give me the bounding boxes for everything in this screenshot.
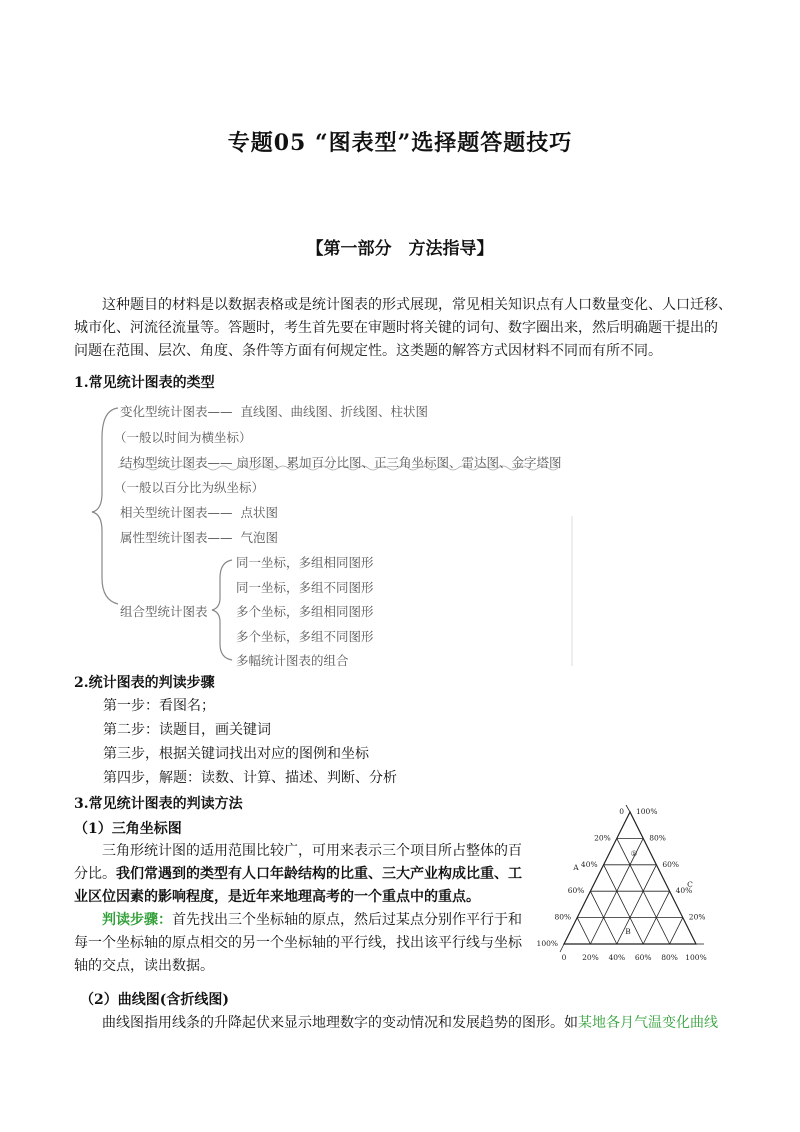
axis-tick-label-left: 40%: [580, 859, 598, 869]
axis-name-a: A: [573, 863, 579, 872]
curve-paragraph: [74, 1012, 744, 1035]
axis-tick-label-right: 80%: [649, 833, 666, 843]
text-bold: 我们常遇到的类型有人口年龄结构的比重、三大产业构成比重、工: [116, 866, 522, 882]
chart-type-label: 组合型统计图表: [120, 604, 208, 619]
combo-item: 同一坐标，多组不同图形: [236, 580, 374, 595]
paragraph-line: 三角形统计图的适用范围比较广，可用来表示三个项目所占整体的百: [102, 843, 522, 859]
paragraph-line: [74, 909, 544, 932]
triangle-paragraph: [74, 840, 544, 978]
classification-row: [120, 528, 278, 546]
dash: ——: [207, 404, 233, 419]
axis-tick-label-bottom: 60%: [634, 953, 652, 962]
step-item: 第三步，根据关键词找出对应的图例和坐标: [103, 746, 369, 762]
step-item: 第二步：读题目，画关键词: [103, 722, 271, 738]
subsection-curve: （2）曲线图(含折线图): [80, 992, 229, 1008]
text-plain: 分比。: [74, 866, 116, 882]
combo-item: 同一坐标，多组相同图形: [236, 555, 374, 570]
subsection-triangle: （1）三角坐标图: [74, 821, 182, 837]
chart-type-label: 属性型统计图表: [120, 530, 208, 545]
axis-tick-label-right: 60%: [662, 859, 680, 869]
intro-line: 这种题目的材料是以数据表格或是统计图表的形式展现，常见相关知识点有人口数量变化、人口迁移、: [102, 297, 732, 313]
dash: ——: [207, 455, 233, 470]
step-item: 第一步：看图名；: [103, 698, 215, 714]
intro-line: 问题在范围、层次、角度、条件等方面有何规定性。这类题的解答方式因材料不同而有所不同。: [74, 343, 662, 359]
combo-item: 多个坐标，多组相同图形: [236, 604, 374, 619]
chart-type-label: 结构型统计图表: [120, 455, 208, 470]
chart-examples: 点状图: [240, 505, 278, 520]
method-label: 判读步骤：: [102, 912, 172, 928]
paragraph-line: 业区位因素的影响程度，是近年来地理高考的一个重点中的重点。: [74, 889, 480, 905]
point-marker: ①: [630, 849, 638, 858]
classification-row: [120, 402, 428, 420]
intro-paragraph: [74, 294, 734, 363]
axis-tick-label-bottom: 20%: [582, 953, 599, 962]
axis-tick-label-left: 20%: [594, 833, 611, 843]
classification-row: [120, 503, 278, 521]
axis-tick-label-left: 60%: [567, 886, 585, 896]
classification-row: [120, 453, 562, 471]
dash: ——: [207, 530, 233, 545]
intro-line: 城市化、河流径流量等。答题时，考生首先要在审题时将关键的词句、数字圈出来，然后明确题干提出的: [74, 320, 718, 336]
chart-examples: 直线图、曲线图、折线图、柱状图: [240, 404, 428, 419]
axis-tick-label-bottom: 40%: [608, 953, 626, 962]
triangle-diagram: [536, 800, 736, 970]
chart-examples: 气泡图: [240, 530, 278, 545]
section-part-heading: 【第一部分 方法指导】: [306, 239, 494, 259]
axis-tick-label-bottom: 100%: [685, 953, 707, 962]
section2-heading: 2.统计图表的判读步骤: [74, 675, 215, 691]
combo-item: 多个坐标，多组不同图形: [236, 629, 374, 644]
text-highlight: 某地各月气温变化曲线: [578, 1015, 718, 1031]
dash: ——: [207, 505, 233, 520]
chart-type-label: 变化型统计图表: [120, 404, 208, 419]
section1-heading: 1.常见统计图表的类型: [74, 375, 215, 391]
paragraph-line: [74, 863, 544, 886]
triangle-coordinate-figure: [536, 800, 736, 970]
axis-tick-label-bottom: 80%: [661, 953, 678, 962]
axis-tick-label-bottom: 0: [561, 953, 567, 962]
classification-note: （一般以时间为横坐标）: [114, 430, 252, 445]
axis-name-b: B: [625, 927, 631, 936]
paragraph-line: 每一个坐标轴的原点相交的另一个坐标轴的平行线，找出该平行线与坐标: [74, 935, 522, 951]
chart-examples: 扇形图、累加百分比图、正三角坐标图、雷达图、金字塔图: [236, 455, 562, 470]
chart-type-classification-figure: [90, 398, 580, 668]
axis-tick-label-right: 20%: [688, 912, 706, 922]
axis-tick-label-left: 100%: [536, 939, 558, 948]
page-title: 专题05 “图表型”选择题答题技巧: [227, 130, 573, 156]
axis-tick-label-right: 40%: [675, 886, 693, 896]
axis-name-c: C: [687, 880, 693, 889]
text-plain: 曲线图指用线条的升降起伏来显示地理数字的变动情况和发展趋势的图形。如: [102, 1015, 578, 1031]
chart-type-label: 相关型统计图表: [120, 505, 208, 520]
axis-tick-label-left: 0: [619, 807, 624, 816]
paragraph-line: 轴的交点，读出数据。: [74, 958, 214, 974]
section3-heading: 3.常见统计图表的判读方法: [74, 796, 243, 812]
axis-tick-label-right: 100%: [636, 807, 658, 816]
classification-note: （一般以百分比为纵坐标）: [114, 480, 265, 495]
step-item: 第四步，解题：读数、计算、描述、判断、分析: [103, 770, 397, 786]
axis-tick-label-left: 80%: [554, 912, 572, 922]
text-plain: 首先找出三个坐标轴的原点，然后过某点分别作平行于和: [172, 912, 522, 928]
combo-item: 多幅统计图表的组合: [236, 653, 349, 668]
